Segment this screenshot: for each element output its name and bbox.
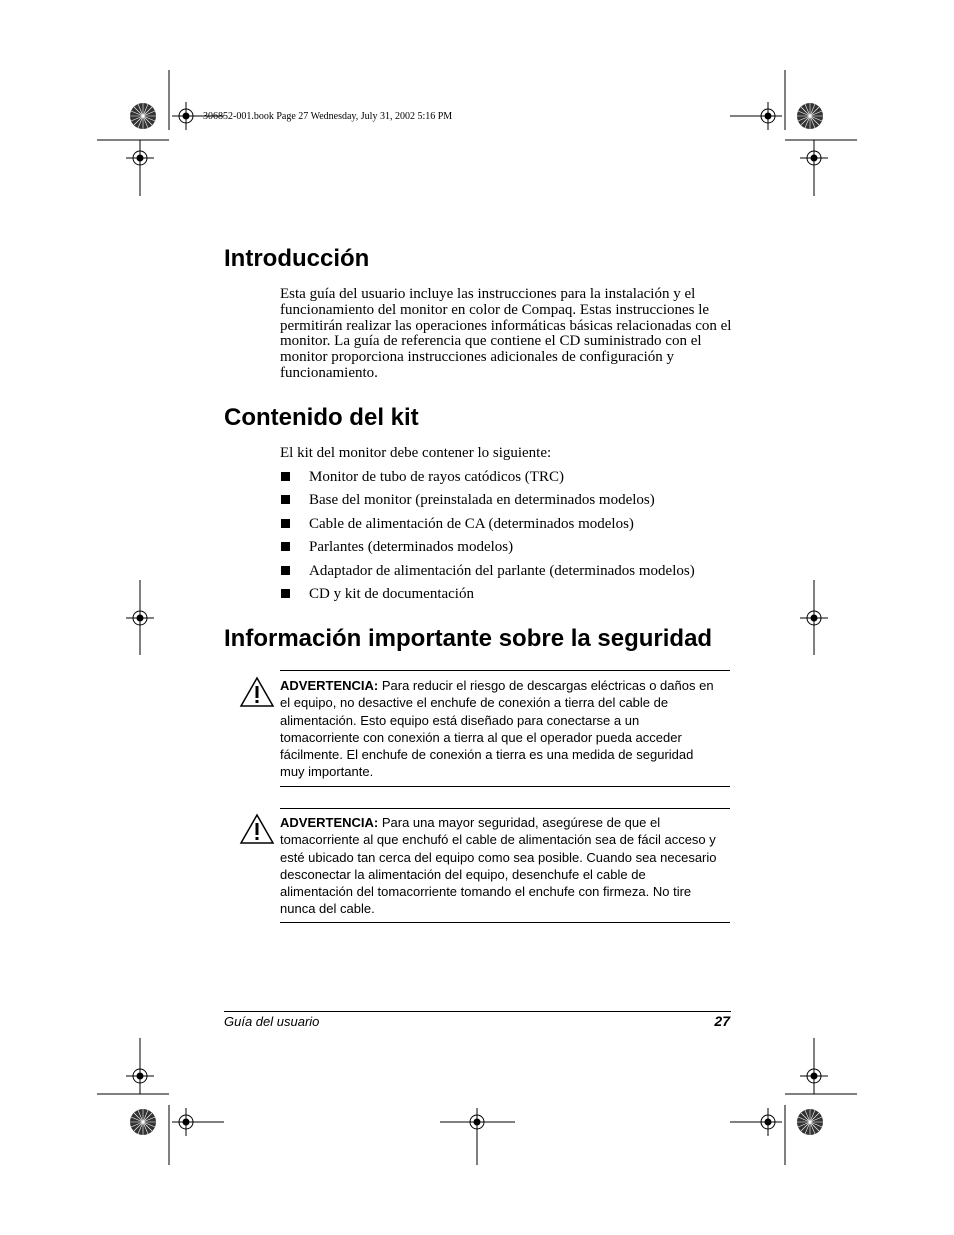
list-item: Adaptador de alimentación del parlante (determinados modelos) (280, 562, 695, 585)
warning-1 (280, 677, 720, 781)
list-item: CD y kit de documentación (280, 585, 695, 608)
bullet-icon (281, 542, 290, 551)
warning-top-rule (280, 670, 730, 671)
page-number: 27 (714, 1013, 730, 1029)
warning-text: Para reducir el riesgo de descargas eléctricas o daños en el equipo, no desactive el enchufe de conexión a tierra del cable de alimentación. Esto equipo está diseñado para conectarse a un tomacorriente con conexión a tierra al que el operador pueda acceder fácilmente. El enchufe de conexión a tierra es una medida de seguridad muy importante. (280, 678, 714, 780)
heading-contenido-kit: Contenido del kit (224, 404, 419, 431)
warning-2 (280, 814, 720, 918)
kit-list (280, 468, 695, 608)
warning-bottom-rule (280, 786, 730, 787)
warning-label: ADVERTENCIA: (280, 678, 379, 693)
warning-top-rule (280, 808, 730, 809)
footer-title: Guía del usuario (224, 1014, 320, 1029)
bullet-icon (281, 519, 290, 528)
bullet-icon (281, 495, 290, 504)
warning-bottom-rule (280, 922, 730, 923)
kit-lead: El kit del monitor debe contener lo siguiente: (280, 445, 552, 461)
bullet-icon (281, 566, 290, 575)
bullet-icon (281, 472, 290, 481)
warning-text: Para una mayor seguridad, asegúrese de que el tomacorriente al que enchufó el cable de alimentación sea de fácil acceso y esté ubicado tan cerca del equipo como sea posible. Cuando sea necesario desconectar la alimentación del equipo, desenchufe el cable de alimentación del tomacorriente tomando el enchufe con firmeza. No tire nunca del cable. (280, 815, 717, 917)
list-item: Monitor de tubo de rayos catódicos (TRC) (280, 468, 695, 491)
warning-triangle-icon (239, 813, 275, 845)
heading-seguridad: Información importante sobre la seguridad (224, 625, 713, 652)
warning-triangle-icon (239, 676, 275, 708)
list-item: Parlantes (determinados modelos) (280, 538, 695, 561)
warning-label: ADVERTENCIA: (280, 815, 379, 830)
list-item: Base del monitor (preinstalada en determinados modelos) (280, 491, 695, 514)
list-item: Cable de alimentación de CA (determinados modelos) (280, 515, 695, 538)
footer-rule (224, 1011, 731, 1012)
intro-paragraph: Esta guía del usuario incluye las instrucciones para la instalación y el funcionamiento del monitor en color de Compaq. Estas instrucciones le permitirán realizar las operaciones informáticas básicas relacionadas con el monitor. La guía de referencia que contiene el CD suministrado con el monitor proporciona instrucciones adicionales de configuración y funcionamiento. (280, 286, 732, 381)
heading-introduccion: Introducción (224, 245, 370, 272)
print-slug: 306852-001.book Page 27 Wednesday, July 31, 2002 5:16 PM (203, 111, 453, 122)
bullet-icon (281, 589, 290, 598)
